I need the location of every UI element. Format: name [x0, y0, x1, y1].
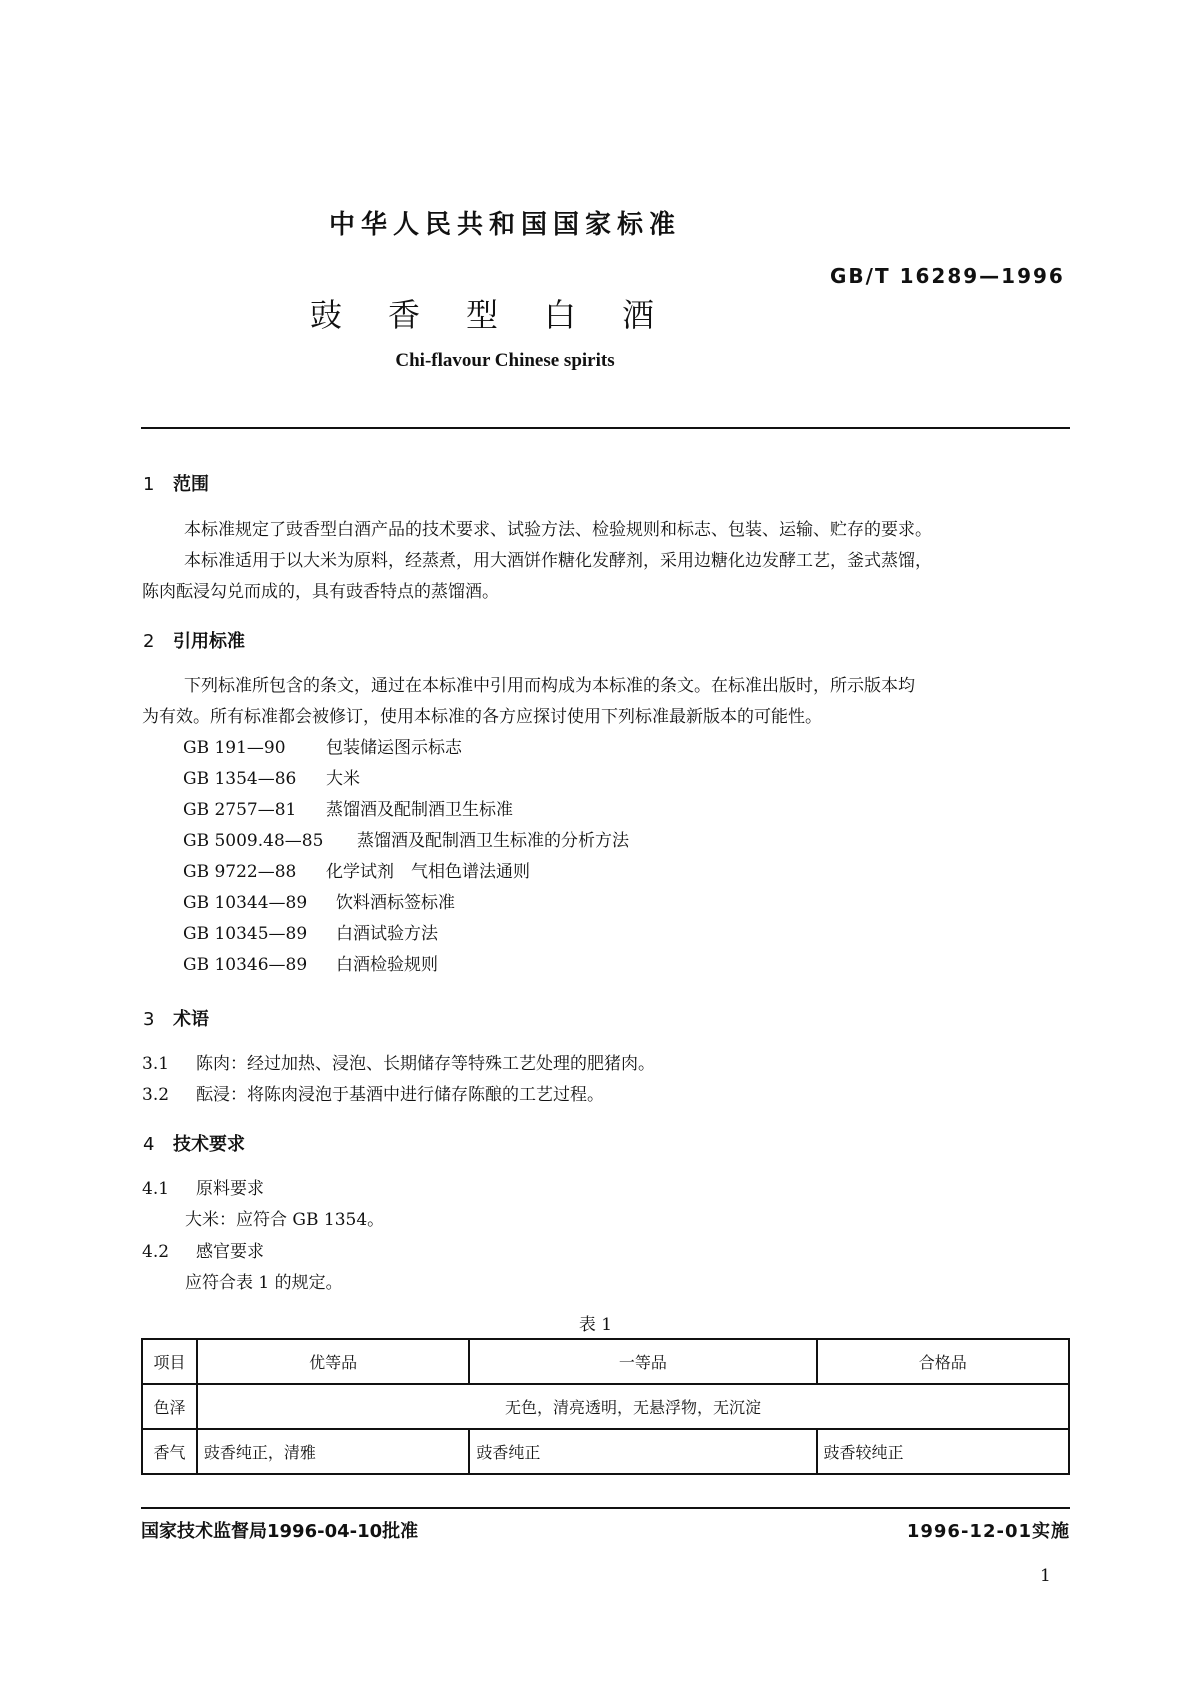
table-header-cell: 合格品 — [817, 1339, 1069, 1384]
table-caption: 表 1 — [578, 1315, 613, 1335]
reference-name: 白酒检验规则 — [336, 955, 438, 975]
subsection-4-1-heading — [142, 1174, 264, 1205]
subsection-4-1-text: 大米：应符合 GB 1354。 — [185, 1210, 385, 1230]
reference-name: 蒸馏酒及配制酒卫生标准的分析方法 — [357, 831, 629, 851]
section-title: 引用标准 — [173, 631, 245, 652]
reference-item — [183, 950, 629, 981]
term-text: 陈肉：经过加热、浸泡、长期储存等特殊工艺处理的肥猪肉。 — [196, 1054, 655, 1074]
reference-name: 饮料酒标签标准 — [336, 893, 455, 913]
term-number: 3.1 — [142, 1054, 170, 1074]
sensory-table — [141, 1338, 1070, 1475]
implementation-date: 1996-12-01实施 — [906, 1521, 1070, 1542]
section-number: 4 — [143, 1134, 155, 1155]
reference-code: GB 191—90 — [183, 738, 286, 758]
reference-item — [183, 826, 629, 857]
reference-code: GB 10345—89 — [183, 924, 308, 944]
section-1-heading — [143, 470, 209, 496]
reference-name: 化学试剂 气相色谱法通则 — [326, 862, 530, 882]
reference-name: 大米 — [326, 769, 360, 789]
top-divider — [141, 427, 1070, 429]
section-2-body — [142, 671, 1072, 733]
reference-name: 白酒试验方法 — [336, 924, 438, 944]
reference-code: GB 10344—89 — [183, 893, 308, 913]
paragraph-continuation: 陈肉酝浸勾兑而成的，具有豉香特点的蒸馏酒。 — [142, 582, 499, 602]
table-header-cell: 一等品 — [469, 1339, 816, 1384]
standard-number: GB/T 16289—1996 — [830, 264, 1065, 288]
paragraph-continuation: 为有效。所有标准都会被修订，使用本标准的各方应探讨使用下列标准最新版本的可能性。 — [142, 707, 822, 727]
reference-name: 包装储运图示标志 — [326, 738, 462, 758]
reference-item — [183, 795, 629, 826]
table-cell: 无色，清亮透明，无悬浮物，无沉淀 — [197, 1384, 1069, 1429]
reference-item — [183, 888, 629, 919]
table-row — [142, 1429, 1069, 1474]
reference-code: GB 5009.48—85 — [183, 831, 324, 851]
term-list — [142, 1049, 655, 1111]
subsection-title: 感官要求 — [196, 1242, 264, 1262]
page-number: 1 — [1040, 1566, 1051, 1586]
row-label: 色泽 — [142, 1384, 197, 1429]
subsection-4-2-heading — [142, 1237, 264, 1268]
reference-item — [183, 919, 629, 950]
standard-header-title: 中华人民共和国国家标准 — [328, 210, 681, 240]
section-title: 术语 — [173, 1009, 209, 1030]
subsection-number: 4.1 — [142, 1179, 170, 1199]
paragraph: 下列标准所包含的条文，通过在本标准中引用而构成为本标准的条文。在标准出版时，所示版本均 — [184, 676, 915, 696]
reference-item — [183, 764, 629, 795]
subsection-title: 原料要求 — [196, 1179, 264, 1199]
table-cell: 豉香较纯正 — [817, 1429, 1069, 1474]
reference-code: GB 1354—86 — [183, 769, 297, 789]
approval-note: 国家技术监督局1996-04-10批准 — [141, 1521, 419, 1542]
table-header-cell: 优等品 — [197, 1339, 469, 1384]
subsection-number: 4.2 — [142, 1242, 170, 1262]
section-number: 1 — [143, 474, 155, 495]
section-number: 3 — [143, 1009, 155, 1030]
section-3-heading — [143, 1005, 209, 1031]
paragraph: 本标准适用于以大米为原料，经蒸煮，用大酒饼作糖化发酵剂，采用边糖化边发酵工艺，釜式蒸馏， — [184, 551, 932, 571]
section-1-body — [142, 515, 1072, 608]
section-2-heading — [143, 627, 245, 653]
section-title: 范围 — [173, 474, 209, 495]
table-cell: 豉香纯正 — [469, 1429, 816, 1474]
row-label: 香气 — [142, 1429, 197, 1474]
table-header-cell: 项目 — [142, 1339, 197, 1384]
bottom-divider — [141, 1507, 1070, 1509]
table-header-row — [142, 1339, 1069, 1384]
term-item — [142, 1080, 655, 1111]
reference-code: GB 10346—89 — [183, 955, 308, 975]
reference-code: GB 9722—88 — [183, 862, 297, 882]
section-number: 2 — [143, 631, 155, 652]
reference-code: GB 2757—81 — [183, 800, 297, 820]
term-number: 3.2 — [142, 1085, 170, 1105]
paragraph: 本标准规定了豉香型白酒产品的技术要求、试验方法、检验规则和标志、包装、运输、贮存的要求。 — [184, 520, 932, 540]
reference-item — [183, 733, 629, 764]
subsection-4-2-text: 应符合表 1 的规定。 — [185, 1273, 343, 1293]
table-cell: 豉香纯正，清雅 — [197, 1429, 469, 1474]
reference-list — [183, 733, 629, 981]
term-text: 酝浸：将陈肉浸泡于基酒中进行储存陈酿的工艺过程。 — [196, 1085, 604, 1105]
section-title: 技术要求 — [173, 1134, 245, 1155]
section-4-heading — [143, 1130, 245, 1156]
table-row — [142, 1384, 1069, 1429]
reference-item — [183, 857, 629, 888]
standard-title: 豉香型白酒 — [309, 296, 700, 334]
term-item — [142, 1049, 655, 1080]
reference-name: 蒸馏酒及配制酒卫生标准 — [326, 800, 513, 820]
english-title: Chi-flavour Chinese spirits — [395, 350, 615, 371]
